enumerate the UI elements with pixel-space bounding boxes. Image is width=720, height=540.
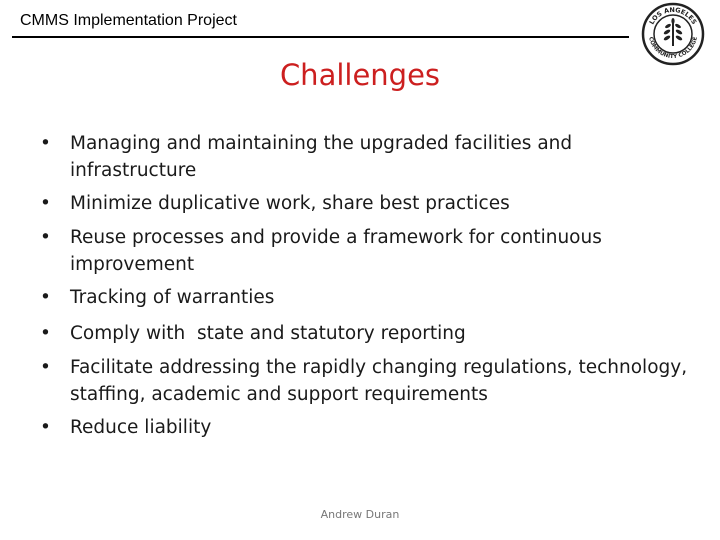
seal-text-bottom: COMMUNITY COLLEGE <box>647 36 699 61</box>
bullet-text: Comply with state and statutory reporting <box>70 323 466 344</box>
bullet-item <box>38 354 698 408</box>
bullet-text: Reduce liability <box>70 417 212 438</box>
bullet-item <box>38 224 698 278</box>
bullet-item <box>38 282 698 314</box>
bullet-marker: • <box>40 227 51 248</box>
bullet-marker: • <box>40 323 51 344</box>
footer-author: Andrew Duran <box>320 508 400 521</box>
bullet-marker: • <box>40 133 51 154</box>
bullet-text: Managing and maintaining the upgraded facilities and infrastructure <box>70 133 573 181</box>
slide-title: Challenges <box>279 58 441 92</box>
bullet-item <box>38 188 698 220</box>
seal-text-top: LOS ANGELES <box>647 5 699 26</box>
bullet-item <box>38 318 698 350</box>
bullet-marker: • <box>40 357 51 378</box>
bullet-text: Minimize duplicative work, share best practices <box>70 193 510 214</box>
college-seal-icon <box>641 2 705 66</box>
header-rule <box>12 36 629 38</box>
bullet-text: Reuse processes and provide a framework for continuous improvement <box>70 227 602 275</box>
bullet-text: Facilitate addressing the rapidly changing regulations, technology, staffing, academic and support requirements <box>70 357 688 405</box>
bullet-text: Tracking of warranties <box>70 287 275 308</box>
bullet-item <box>38 412 698 444</box>
bullet-item <box>38 130 698 184</box>
header-title: CMMS Implementation Project <box>20 12 237 29</box>
bullet-marker: • <box>40 193 51 214</box>
bullet-list <box>38 130 698 448</box>
bullet-marker: • <box>40 417 51 438</box>
bullet-marker: • <box>40 287 51 308</box>
